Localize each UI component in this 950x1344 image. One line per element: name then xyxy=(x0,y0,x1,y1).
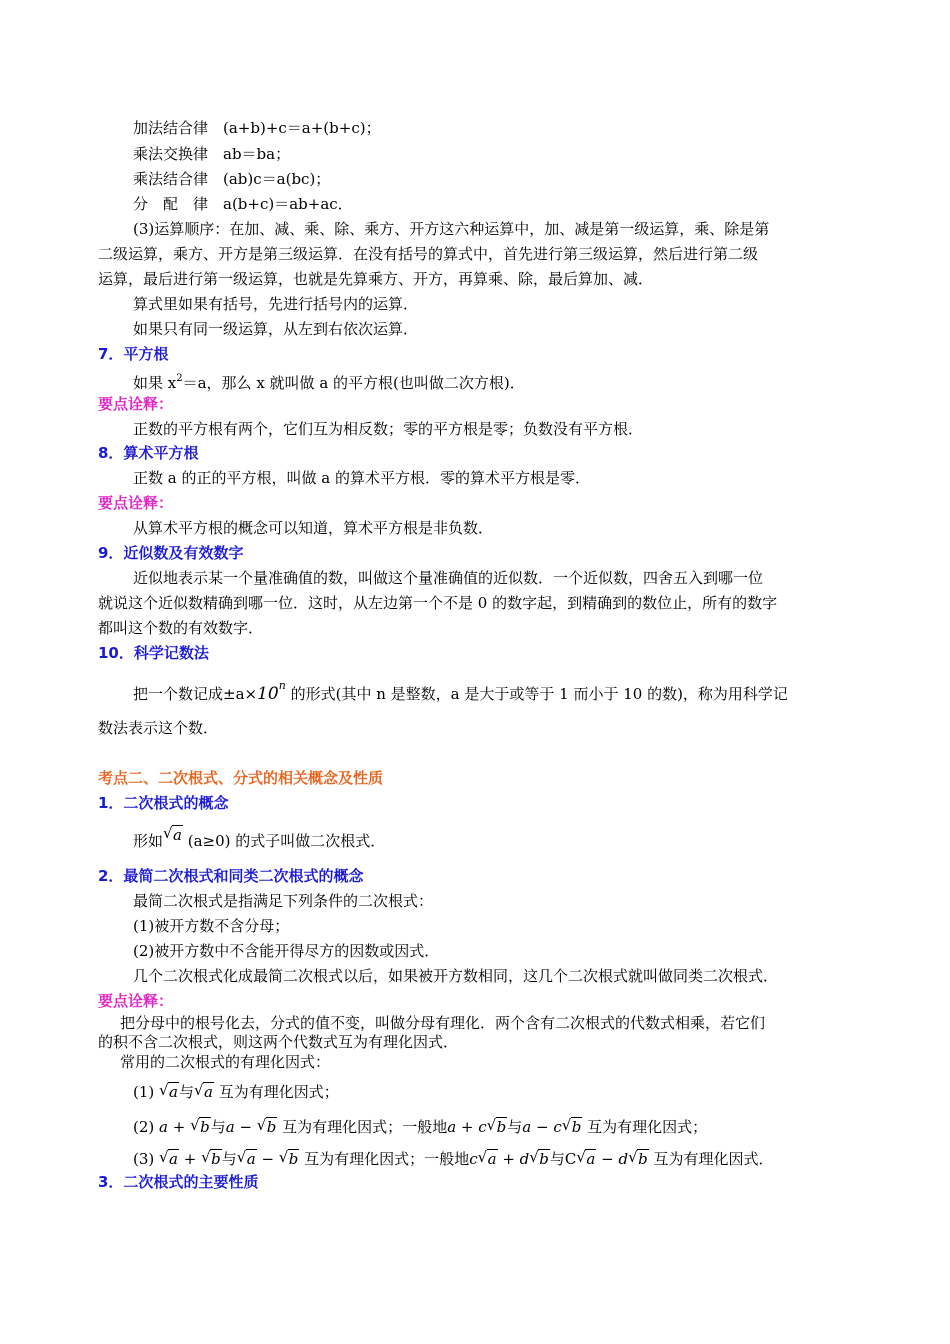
section-8-definition: 正数 a 的正的平方根，叫做 a 的算术平方根．零的算术平方根是零． xyxy=(133,469,590,487)
law-add-assoc: 加法结合律 (a+b)+c＝a+(b+c)； xyxy=(133,119,381,137)
section-7-note: 正数的平方根有两个，它们互为相反数；零的平方根是零；负数没有平方根． xyxy=(133,420,644,438)
section-9-line-1: 近似地表示某一个量准确值的数，叫做这个量准确值的近似数．一个近似数，四舍五入到哪一位 xyxy=(133,569,764,587)
section-8-note: 从算术平方根的概念可以知道，算术平方根是非负数． xyxy=(133,519,494,537)
topic-2-section-1-definition: 形如 √ a (a≥0) 的式子叫做二次根式． xyxy=(133,824,386,850)
topic-2-note-label: 要点诠释： xyxy=(98,992,174,1010)
law-mul-assoc: 乘法结合律 (ab)c＝a(bc)； xyxy=(133,170,331,188)
section-7-note-label: 要点诠释： xyxy=(98,395,174,413)
topic-2-note-line-1: 把分母中的根号化去，分式的值不变，叫做分母有理化．两个含有二次根式的代数式相乘，若它们 xyxy=(120,1014,766,1032)
topic-2-note-line-3: 常用的二次根式的有理化因式： xyxy=(120,1053,331,1071)
topic-2-section-2-line-3: (2)被开方数中不含能开得尽方的因数或因式． xyxy=(133,942,440,960)
order-line-3: 运算，最后进行第一级运算，也就是先算乘方、开方，再算乘、除，最后算加、减． xyxy=(98,270,654,288)
section-8-heading: 8．算术平方根 xyxy=(98,444,199,462)
rationalizing-factor-3: (3) √ a + √ b与 √ a − √ b 互为有理化因式；一般地c √ a + d √ b与C √ a − d √ b 互为有理化因式． xyxy=(133,1148,774,1168)
section-8-note-label: 要点诠释： xyxy=(98,494,174,512)
section-7-definition: 如果 $x^2=a$，那么 x 就叫做 a 的平方根(也叫做二次方根)． xyxy=(133,373,525,392)
ten-power-formula: 10$^n$ xyxy=(257,679,286,704)
topic-2-section-1-heading: 1．二次根式的概念 xyxy=(98,794,229,812)
law-distrib: 分 配 律 a(b+c)＝ab+ac． xyxy=(133,195,353,213)
section-10-line-2: 数法表示这个数． xyxy=(98,719,219,737)
topic-2-section-2-line-1: 最简二次根式是指满足下列条件的二次根式： xyxy=(133,892,434,910)
law-mul-comm: 乘法交换律 ab＝ba； xyxy=(133,145,291,163)
section-9-line-3: 都叫这个数的有效数字． xyxy=(98,619,264,637)
topic-2-section-2-heading: 2．最简二次根式和同类二次根式的概念 xyxy=(98,867,364,885)
topic-2-section-2-line-4: 几个二次根式化成最简二次根式以后，如果被开方数相同，这几个二次根式就叫做同类二次根式． xyxy=(133,967,779,985)
section-10-heading: 10．科学记数法 xyxy=(98,644,209,662)
section-9-line-2: 就说这个近似数精确到哪一位．这时，从左边第一个不是 0 的数字起，到精确到的数位止，所有的数字 xyxy=(98,594,778,612)
order-line-1: (3)运算顺序：在加、减、乘、除、乘方、开方这六种运算中，加、减是第一级运算，乘、除是第 xyxy=(133,220,770,238)
section-7-heading: 7．平方根 xyxy=(98,345,169,363)
rationalizing-factor-1: (1) √ a与 √ a 互为有理化因式； xyxy=(133,1081,339,1101)
topic-2-note-line-2: 的积不含二次根式，则这两个代数式互为有理化因式． xyxy=(98,1033,459,1051)
topic-2-heading: 考点二、二次根式、分式的相关概念及性质 xyxy=(98,769,384,787)
section-9-heading: 9．近似数及有效数字 xyxy=(98,544,244,562)
order-line-4: 算式里如果有括号，先进行括号内的运算． xyxy=(133,295,419,313)
sqrt-a-formula: √ a xyxy=(163,824,182,844)
order-line-5: 如果只有同一级运算，从左到右依次运算． xyxy=(133,320,419,338)
rationalizing-factor-2: (2) a + √ b与a − √ b 互为有理化因式；一般地a + c √ b与a − c √ b 互为有理化因式； xyxy=(133,1116,708,1136)
section-10-line-1: 把一个数记成$\pm a\times 10^n$ 的形式(其中 n 是整数，a 是大于或等于 1 而小于 10 的数)，称为用科学记 xyxy=(133,679,788,704)
topic-2-section-2-line-2: (1)被开方数不含分母； xyxy=(133,917,290,935)
order-line-2: 二级运算，乘方、开方是第三级运算．在没有括号的算式中，首先进行第三级运算，然后进行第二级 xyxy=(98,245,759,263)
topic-2-section-3-heading: 3．二次根式的主要性质 xyxy=(98,1173,259,1191)
